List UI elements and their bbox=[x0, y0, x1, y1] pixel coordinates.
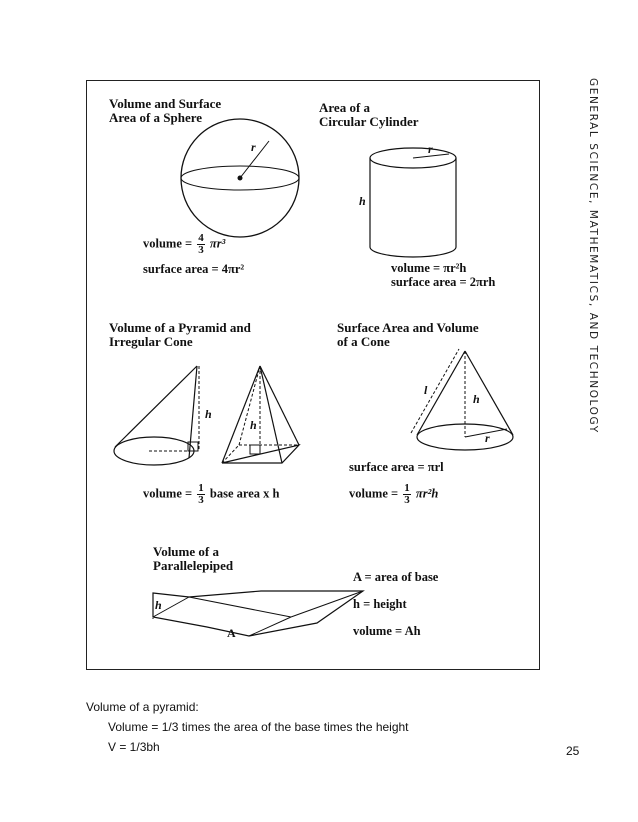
sphere-volume-formula: volume = $\frac{4}{3}$ πr³ bbox=[143, 232, 226, 256]
formula-figure-frame bbox=[86, 80, 540, 670]
cone-irregular-height-label: h bbox=[205, 407, 212, 421]
running-header bbox=[587, 78, 599, 434]
parallelepiped-area-text: A = area of base bbox=[353, 570, 439, 584]
cylinder-formulas bbox=[391, 261, 495, 289]
parallelepiped-base-label: A bbox=[227, 626, 236, 640]
sphere-radius-label: r bbox=[251, 140, 256, 154]
cylinder-height-label: h bbox=[359, 194, 366, 208]
pyramid-title: Volume of a Pyramid and Irregular Cone bbox=[109, 320, 251, 349]
cone-volume-formula: volume = $\frac{1}{3}$ πr²h bbox=[349, 482, 439, 506]
parallelepiped-height-text: h = height bbox=[353, 597, 407, 611]
pyramid-volume-formula: volume = $\frac{1}{3}$ base area x h bbox=[143, 482, 280, 506]
cone-title: Surface Area and Volume of a Cone bbox=[337, 320, 479, 349]
sphere-diagram bbox=[87, 81, 541, 671]
parallelepiped-title: Volume of a Parallelepiped bbox=[153, 544, 234, 573]
cone-height-label: h bbox=[473, 392, 480, 406]
cylinder-surface-formula: surface area = 2πrh bbox=[391, 275, 496, 289]
pyramid-height-label: h bbox=[250, 418, 257, 432]
sphere-surface-formula: surface area = 4πr² bbox=[143, 262, 245, 276]
sphere-title: Volume and Surface Area of a Sphere bbox=[109, 96, 222, 125]
cylinder-volume-formula: volume = πr²h bbox=[391, 261, 467, 275]
note-line-2: V = 1/3bh bbox=[108, 740, 160, 754]
cylinder-title: Area of a Circular Cylinder bbox=[319, 100, 419, 129]
page-number: 25 bbox=[566, 744, 580, 758]
note-line-1: Volume = 1/3 times the area of the base times the height bbox=[108, 720, 409, 734]
cone-slant-label: l bbox=[424, 383, 428, 397]
cone-surface-formula: surface area = πrl bbox=[349, 460, 444, 474]
running-header-text: GENERAL SCIENCE, MATHEMATICS, AND TECHNOLOGY bbox=[587, 78, 599, 434]
cylinder-radius-label: r bbox=[428, 142, 433, 156]
note-heading: Volume of a pyramid: bbox=[86, 700, 199, 714]
parallelepiped-volume-text: volume = Ah bbox=[353, 624, 421, 638]
cone-radius-label: r bbox=[485, 431, 490, 445]
parallelepiped-height-label: h bbox=[155, 598, 162, 612]
